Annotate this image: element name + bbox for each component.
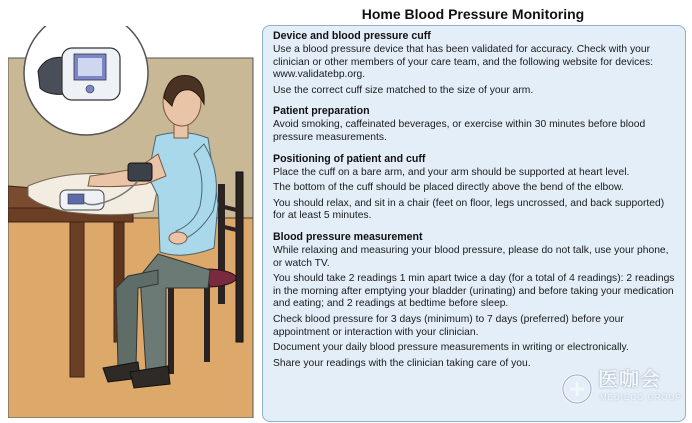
section-paragraph: Avoid smoking, caffeinated beverages, or exercise within 30 minutes before blood pressure measurements.: [273, 119, 646, 143]
watermark: [560, 368, 690, 412]
section-paragraph: Check blood pressure for 3 days (minimum) to 7 days (preferred) before your appointment or interaction with your clinician.: [273, 313, 624, 338]
section-paragraph: You should take 2 readings 1 min apart twice a day (for a total of 4 readings): 2 readings in the morning after emptying your bladder (urinating) and before taking your medication and eating; and 2 readings at bedtime before sleep.: [273, 273, 675, 310]
section-paragraph: You should relax, and sit in a chair (feet on floor, legs uncrossed, and back supported) for at least 5 minutes.: [273, 197, 665, 222]
section-device-cuff: [273, 30, 675, 97]
section-paragraph: Use a blood pressure device that has been validated for accuracy. Check with your clinician or other members of your care team, and the following website for devices: www.validatebp.org.: [273, 44, 654, 81]
page-title: Home Blood Pressure Monitoring: [361, 6, 585, 22]
section-patient-preparation: [273, 105, 675, 144]
watermark-text-en: MEDIECO GROUP: [600, 393, 682, 402]
watermark-logo-icon: [560, 372, 594, 406]
bp-illustration: [8, 26, 258, 418]
section-bp-measurement: [273, 231, 675, 370]
seated-person-bp-measurement-image: [8, 26, 258, 418]
section-paragraph: Document your daily blood pressure measurements in writing or electronically.: [273, 342, 629, 354]
section-positioning: [273, 153, 675, 223]
section-paragraph: Place the cuff on a bare arm, and your arm should be supported at heart level.: [273, 166, 630, 178]
section-paragraph: Share your readings with the clinician taking care of you.: [273, 357, 531, 369]
section-paragraph: While relaxing and measuring your blood pressure, please do not talk, use your phone, or watch TV.: [273, 244, 669, 269]
section-heading: Patient preparation: [273, 105, 370, 118]
watermark-text-cn: 医咖会: [598, 369, 661, 391]
section-paragraph: The bottom of the cuff should be placed directly above the bend of the elbow.: [273, 182, 624, 194]
section-heading: Device and blood pressure cuff: [273, 30, 431, 42]
section-heading: Positioning of patient and cuff: [273, 152, 426, 165]
instructions-panel: [262, 25, 686, 422]
section-paragraph: Use the correct cuff size matched to the size of your arm.: [273, 84, 534, 96]
section-heading: Blood pressure measurement: [273, 230, 423, 243]
